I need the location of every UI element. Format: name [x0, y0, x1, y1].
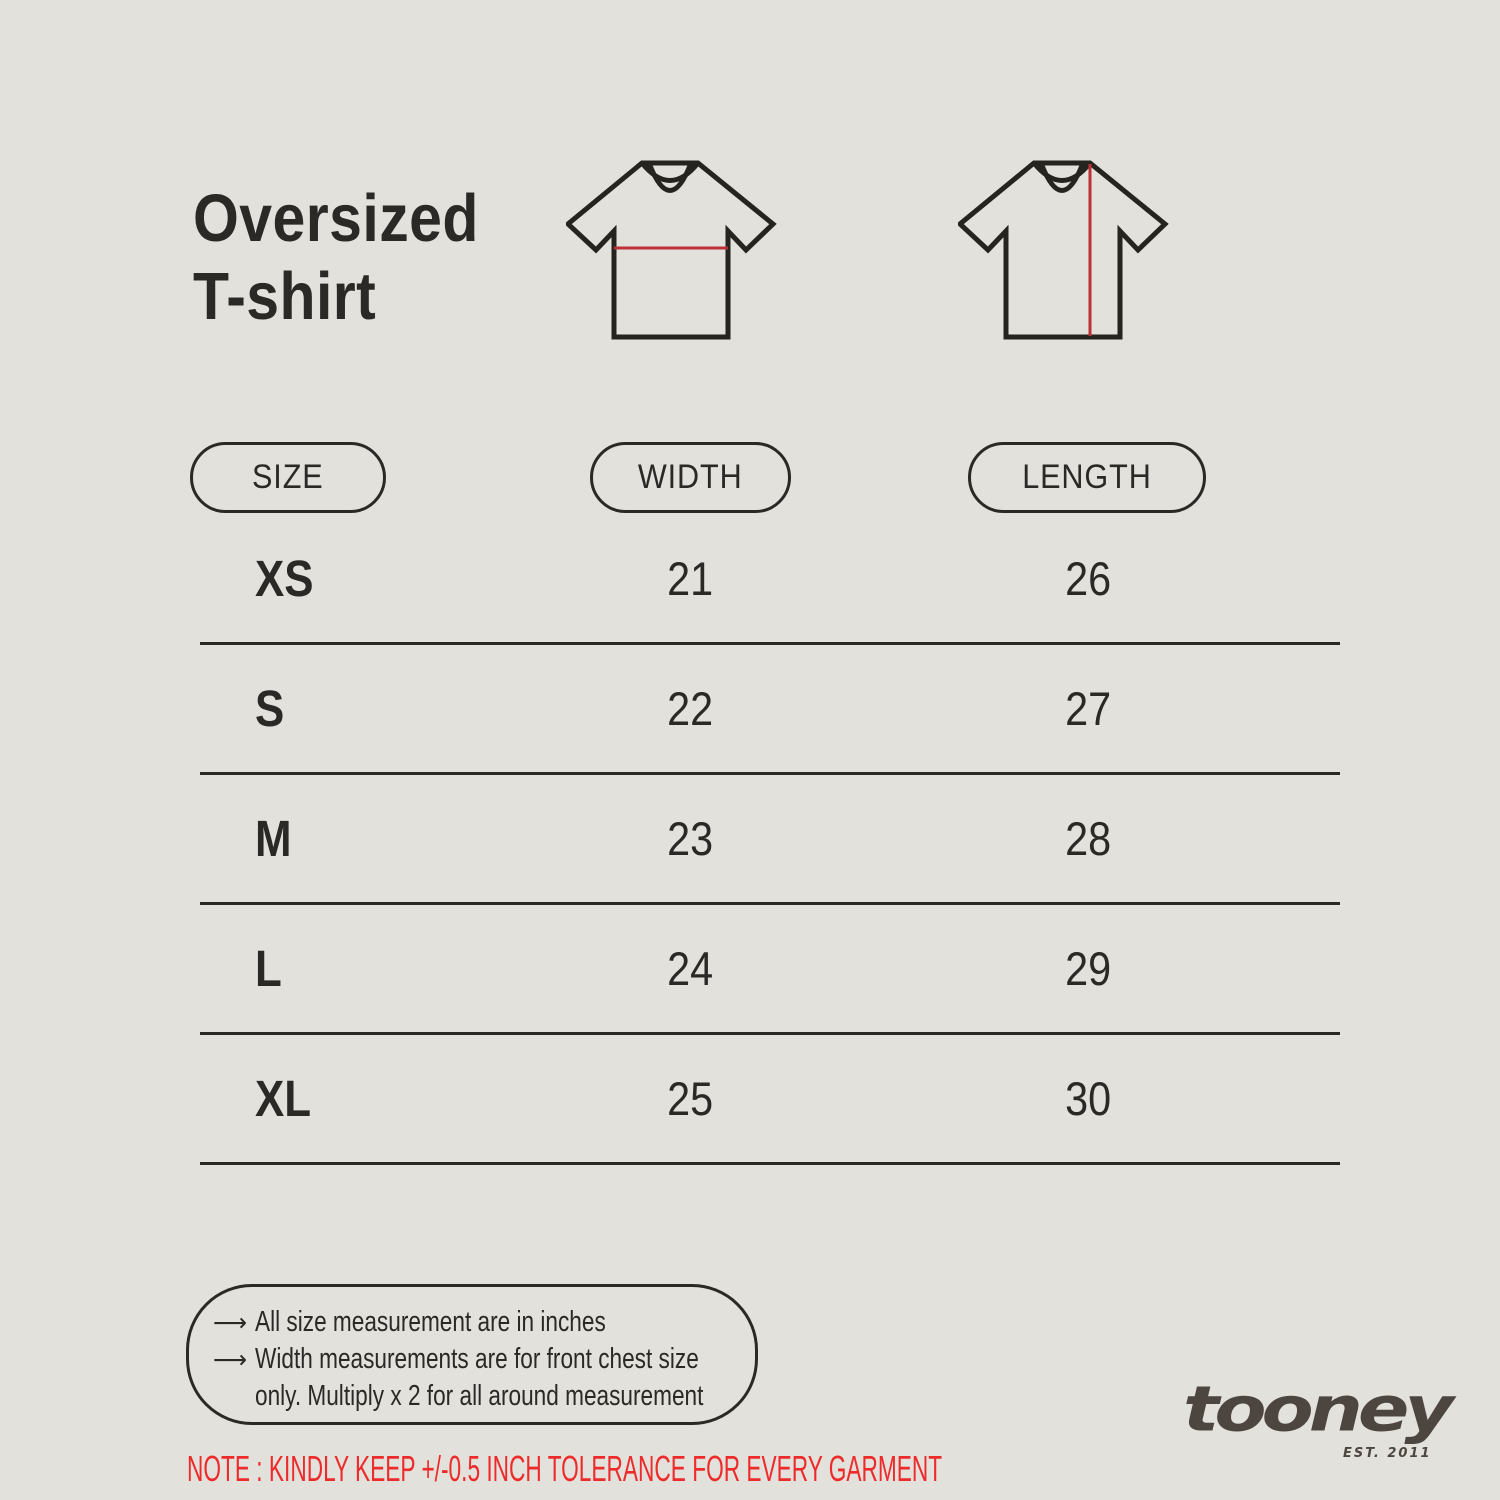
tshirt-front-length-icon: [958, 160, 1170, 342]
column-header-length: [968, 442, 1206, 513]
note-line-2: [213, 1341, 755, 1378]
note-line-1: [213, 1304, 755, 1341]
width-value: 21: [666, 552, 714, 605]
page-title-line2: T-shirt: [193, 259, 377, 334]
tolerance-note: NOTE : KINDLY KEEP +/-0.5 INCH TOLERANCE FOR EVERY GARMENT: [187, 1448, 943, 1489]
arrow-right-icon: ⟶: [213, 1345, 248, 1374]
length-value: 26: [1064, 552, 1112, 605]
table-row-m: [200, 775, 1340, 905]
width-value: 24: [666, 942, 714, 995]
length-cell: [978, 645, 1198, 772]
size-value: XL: [255, 1070, 312, 1127]
brand-logo: [1183, 1372, 1483, 1473]
table-row-l: [200, 905, 1340, 1035]
length-cell: [978, 1035, 1198, 1162]
collar-inner-arc: [1041, 163, 1083, 191]
size-cell: [255, 775, 297, 902]
brand-logo-wordmark: tooney: [1183, 1372, 1449, 1446]
size-cell: [255, 515, 323, 642]
width-value: 23: [666, 812, 714, 865]
measurement-notes-box: [186, 1284, 758, 1425]
size-cell: [255, 905, 286, 1032]
width-cell: [580, 515, 800, 642]
table-row-xl: [200, 1035, 1340, 1165]
table-row-xs: [200, 515, 1340, 645]
brand-logo-established: EST. 2011: [1343, 1446, 1432, 1461]
size-cell: [255, 1035, 320, 1162]
page-title: [193, 180, 479, 336]
size-value: S: [255, 680, 285, 737]
column-header-size-label: SIZE: [252, 458, 324, 496]
note-text-1: All size measurement are in inches: [255, 1306, 606, 1338]
table-row-s: [200, 645, 1340, 775]
length-value: 28: [1064, 812, 1112, 865]
length-cell: [978, 515, 1198, 642]
arrow-right-icon: ⟶: [213, 1308, 248, 1337]
size-value: M: [255, 810, 292, 867]
length-value: 27: [1064, 682, 1112, 735]
width-cell: [580, 905, 800, 1032]
width-cell: [580, 775, 800, 902]
length-value: 29: [1064, 942, 1112, 995]
column-header-width: [590, 442, 791, 513]
note-text-3: only. Multiply x 2 for all around measurement: [255, 1380, 704, 1412]
note-indent-spacer: [213, 1378, 253, 1415]
column-header-width-label: WIDTH: [638, 458, 743, 496]
tshirt-chest-width-icon: [566, 160, 778, 342]
collar-inner-arc: [649, 163, 691, 191]
length-cell: [978, 905, 1198, 1032]
length-value: 30: [1064, 1072, 1112, 1125]
page-title-line1: Oversized: [193, 181, 479, 256]
width-cell: [580, 645, 800, 772]
width-cell: [580, 1035, 800, 1162]
size-value: XS: [255, 550, 314, 607]
length-cell: [978, 775, 1198, 902]
column-header-length-label: LENGTH: [1022, 458, 1152, 496]
size-value: L: [255, 940, 282, 997]
note-line-3: [213, 1378, 755, 1415]
width-value: 25: [666, 1072, 714, 1125]
size-cell: [255, 645, 289, 772]
width-value: 22: [666, 682, 714, 735]
note-text-2: Width measurements are for front chest size: [255, 1343, 699, 1375]
column-header-size: [190, 442, 386, 513]
